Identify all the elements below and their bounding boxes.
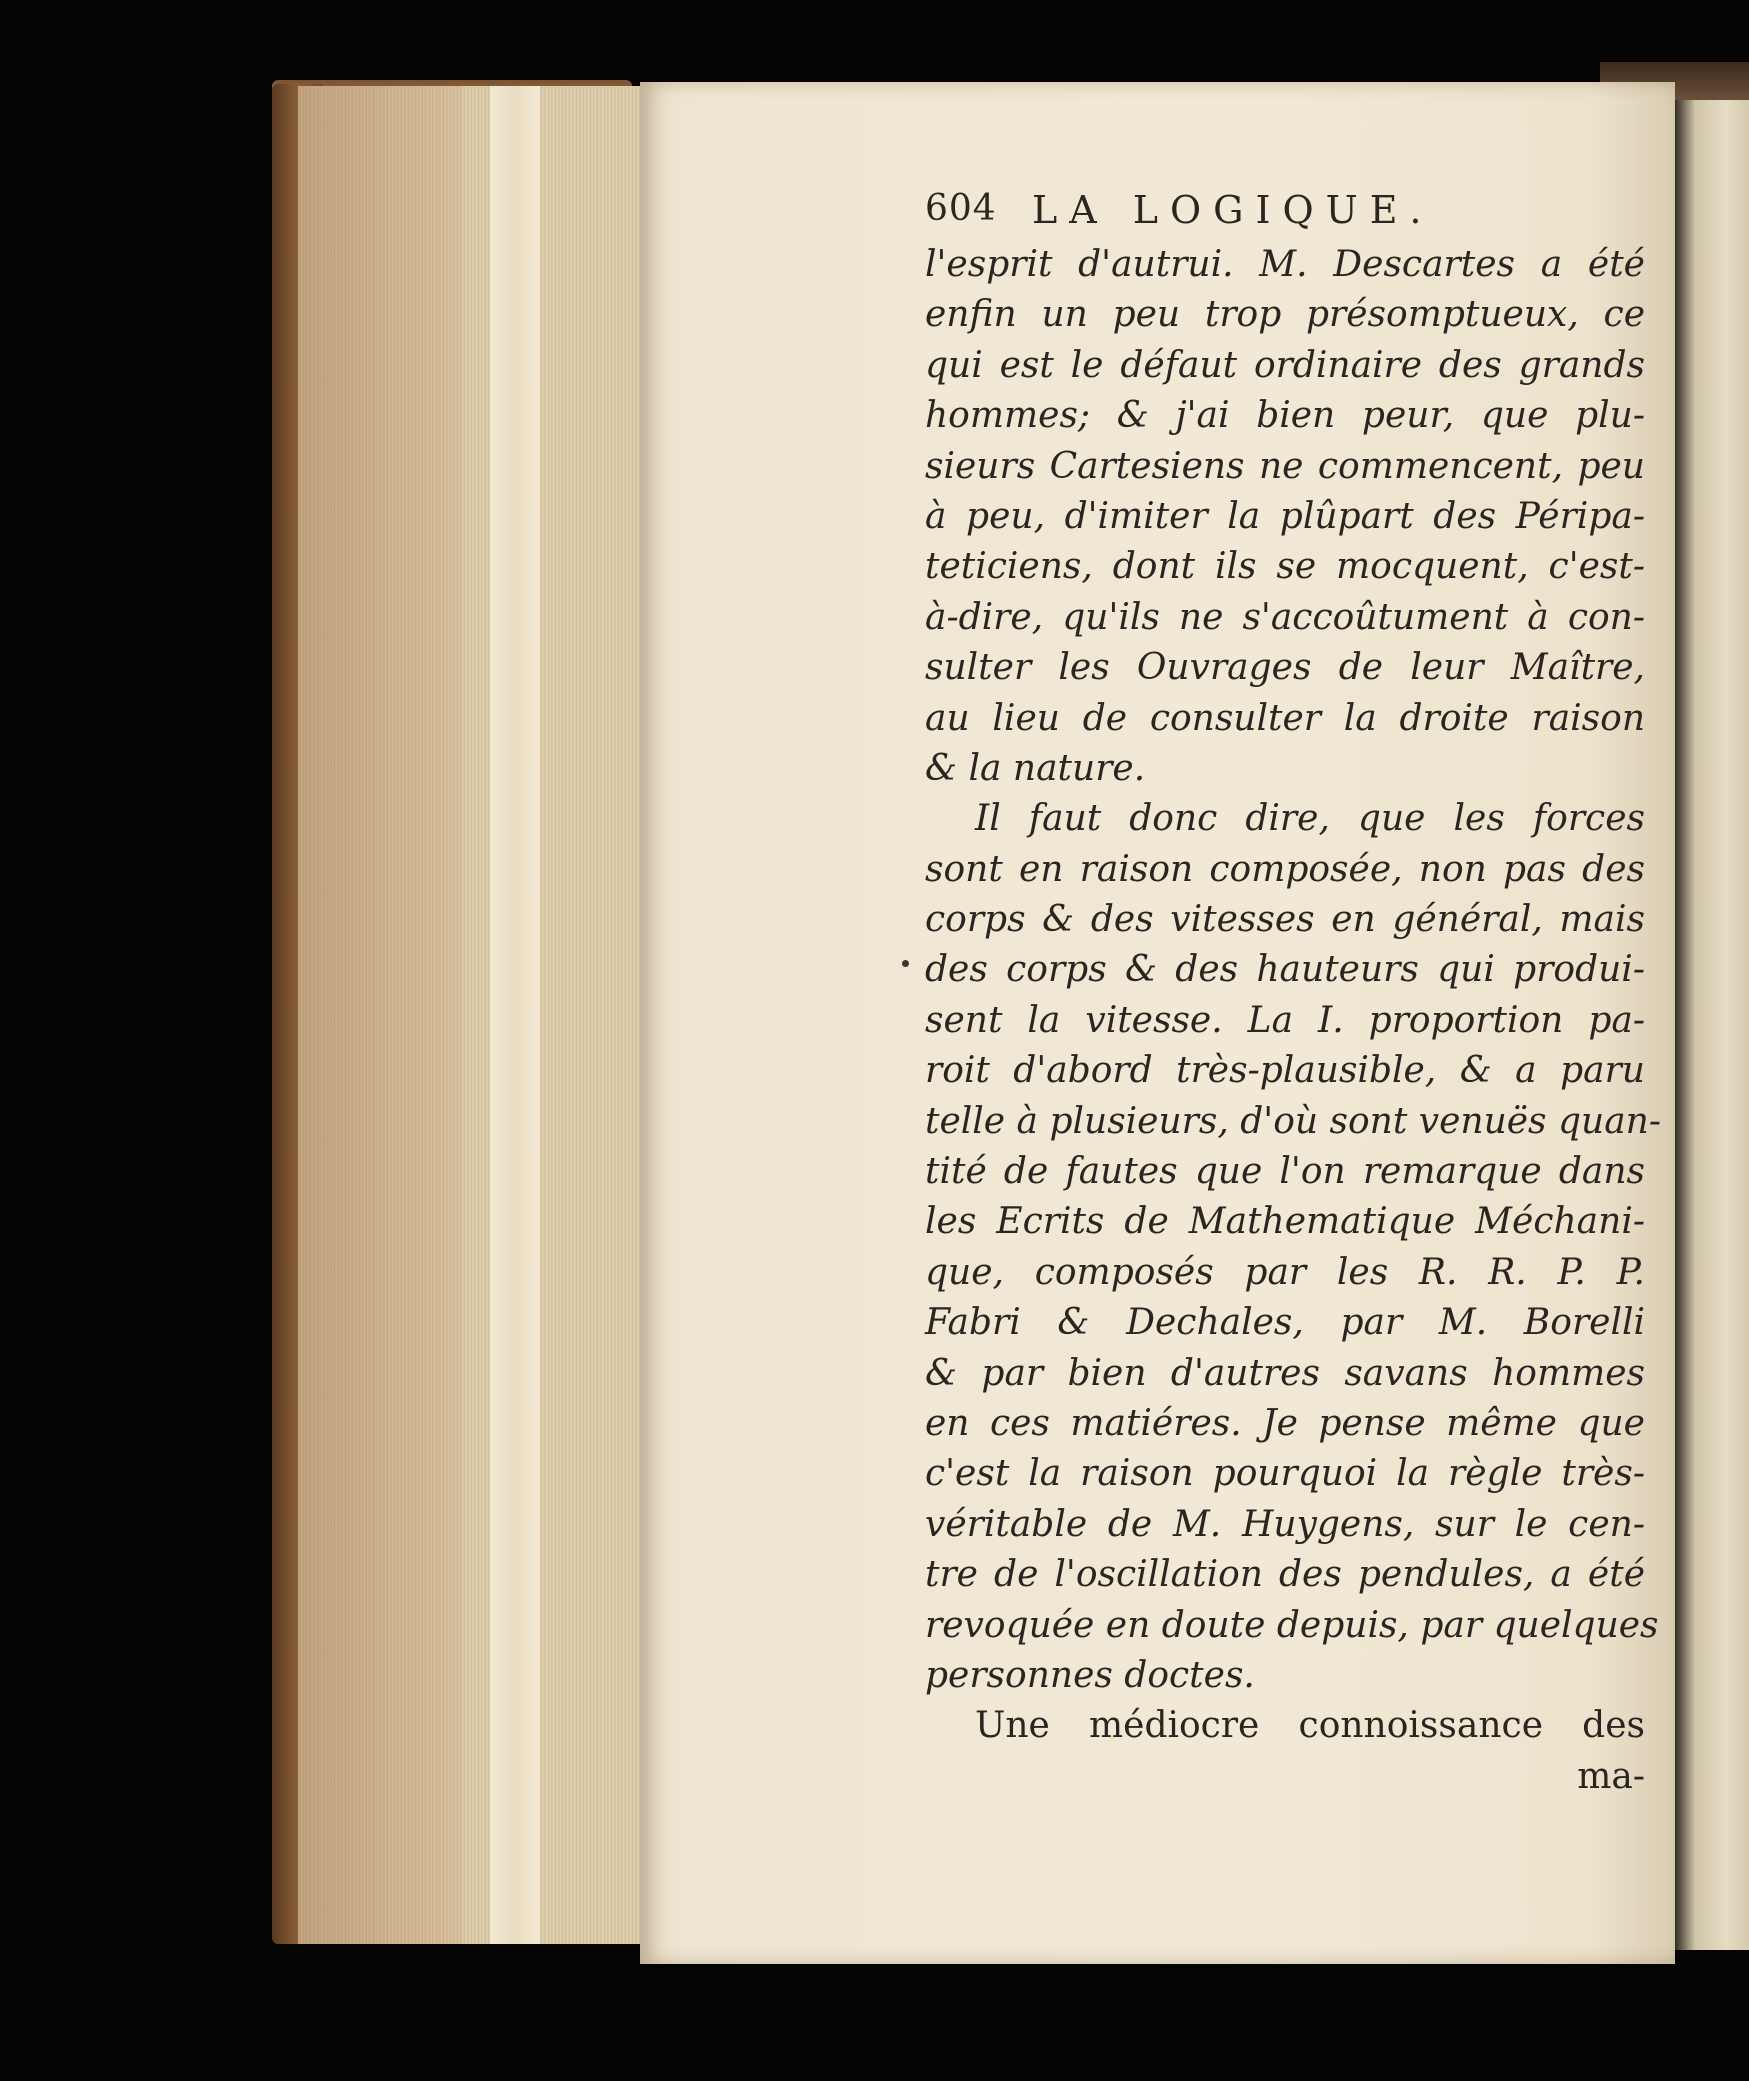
page-stack-light-band bbox=[490, 86, 540, 1944]
text-line: l'esprit d'autrui. M. Descartes a été bbox=[925, 244, 1645, 285]
text-line: Fabri & Dechales, par M. Borelli bbox=[925, 1302, 1645, 1344]
text-line: véritable de M. Huygens, sur le cen- bbox=[925, 1503, 1645, 1545]
text-line: revoquée en doute depuis, par quelques bbox=[925, 1604, 1659, 1646]
text-line: hommes; & j'ai bien peur, que plu- bbox=[925, 395, 1645, 437]
text-line: que, composés par les R. R. P. P. bbox=[925, 1251, 1645, 1293]
text-line: sieurs Cartesiens ne commencent, peu bbox=[925, 445, 1645, 487]
text-line: tre de l'oscillation des pendules, a été bbox=[925, 1554, 1645, 1596]
text-line: sont en raison composée, non pas des bbox=[925, 848, 1645, 890]
facing-page-edge bbox=[1672, 100, 1749, 1950]
text-line: à-dire, qu'ils ne s'accoûtument à con- bbox=[925, 596, 1645, 638]
text-line: telle à plusieurs, d'où sont venuës quan- bbox=[925, 1100, 1662, 1142]
text-line: sulter les Ouvrages de leur Maître, bbox=[925, 647, 1645, 689]
running-title: LA LOGIQUE. bbox=[1032, 188, 1434, 232]
text-line: qui est le défaut ordinaire des grands bbox=[925, 344, 1645, 386]
margin-dot bbox=[902, 960, 909, 967]
page-number: 604 bbox=[925, 188, 997, 229]
text-line: en ces matiéres. Je pense même que bbox=[925, 1402, 1645, 1444]
text-line: Il faut donc dire, que les forces bbox=[975, 798, 1645, 840]
text-line: & la nature. bbox=[925, 747, 1146, 789]
page-text-block bbox=[925, 188, 1662, 1802]
text-line: les Ecrits de Mathematique Méchani- bbox=[925, 1201, 1645, 1243]
text-line: Une médiocre connoissance des bbox=[975, 1705, 1645, 1747]
text-line: teticiens, dont ils se mocquent, c'est- bbox=[925, 546, 1645, 588]
page-stack-tint bbox=[298, 86, 463, 1944]
text-line: & par bien d'autres savans hommes bbox=[925, 1352, 1645, 1394]
text-line: roit d'abord très-plausible, & a paru bbox=[925, 1050, 1645, 1092]
text-line: enfin un peu trop présomptueux, ce bbox=[925, 294, 1645, 336]
text-line: sent la vitesse. La I. proportion pa- bbox=[925, 999, 1645, 1041]
text-line: des corps & des hauteurs qui produi- bbox=[925, 949, 1645, 991]
text-line: tité de fautes que l'on remarque dans bbox=[925, 1151, 1645, 1193]
text-line: au lieu de consulter la droite raison bbox=[925, 697, 1645, 739]
text-line: personnes doctes. bbox=[925, 1654, 1255, 1696]
text-line: corps & des vitesses en général, mais bbox=[925, 899, 1645, 941]
running-head bbox=[925, 188, 1645, 238]
text-line: à peu, d'imiter la plûpart des Péripa- bbox=[925, 495, 1645, 537]
text-line: c'est la raison pourquoi la règle très- bbox=[925, 1453, 1645, 1495]
catchword: ma- bbox=[1577, 1755, 1645, 1797]
